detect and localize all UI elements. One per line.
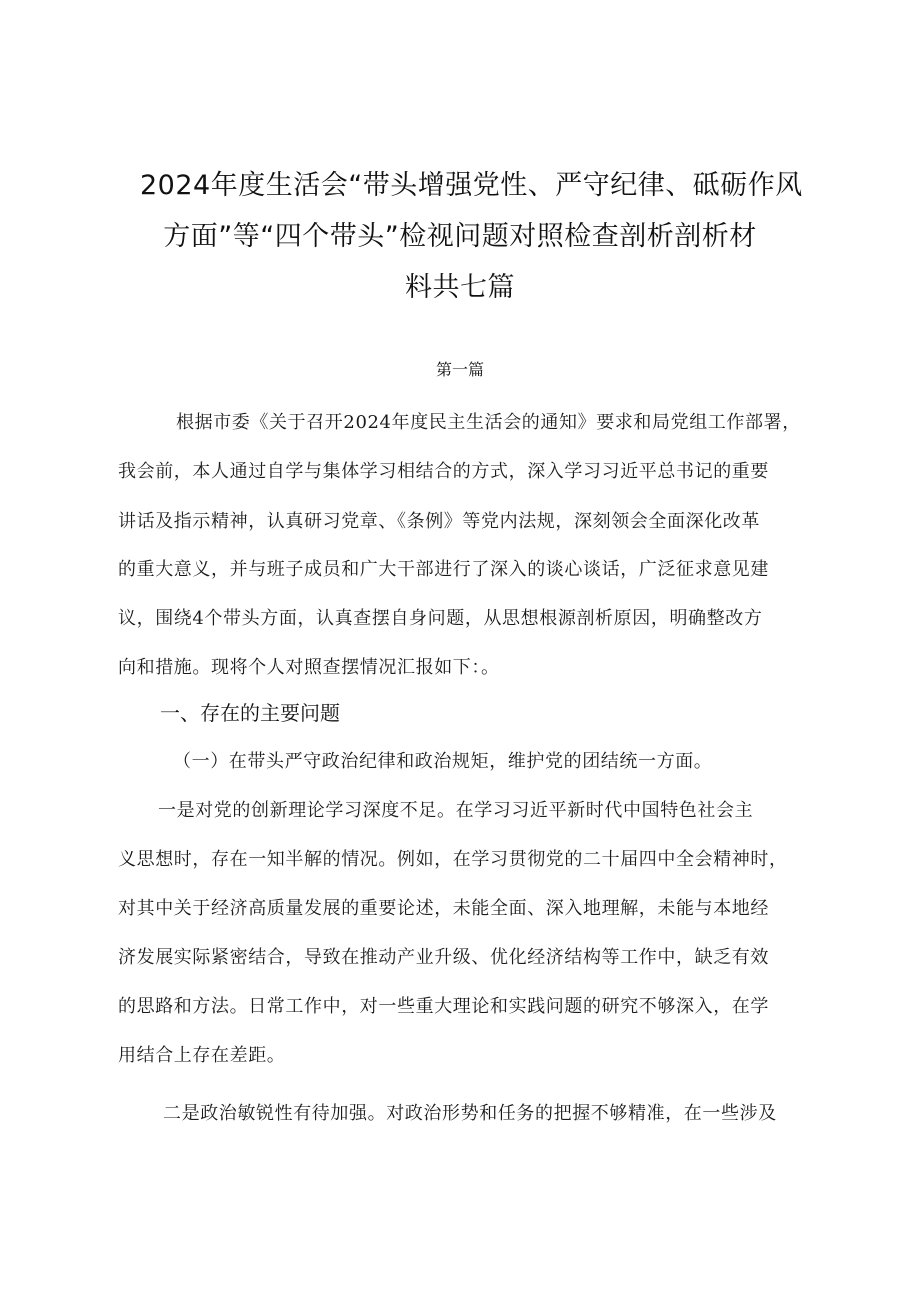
intro-line-3: 讲话及指示精神，认真研习党章、《条例》等党内法规，深刻领会全面深化改革 — [118, 511, 760, 532]
para1-line-6: 用结合上存在差距。 — [118, 1045, 286, 1066]
para1-line-4: 济发展实际紧密结合，导致在推动产业升级、优化经济结构等工作中，缺乏有效 — [118, 947, 769, 968]
document-title — [140, 160, 803, 313]
section-heading-1: 一、存在的主要问题 — [160, 701, 340, 725]
title-line-1: 2024年度生活会“带头增强党性、严守纪律、砥砺作风 — [140, 170, 803, 201]
para1-line-1: 一是对党的创新理论学习深度不足。在学习习近平新时代中国特色社会主 — [158, 800, 754, 821]
intro-line-1: 根据市委《关于召开2024年度民主生活会的通知》要求和局党组工作部署， — [176, 412, 801, 433]
subheading-1: （一）在带头严守政治纪律和政治规矩，维护党的团结统一方面。 — [173, 751, 713, 772]
intro-line-2: 我会前，本人通过自学与集体学习相结合的方式，深入学习习近平总书记的重要 — [118, 461, 769, 482]
para1-line-5: 的思路和方法。日常工作中，对一些重大理论和实践问题的研究不够深入，在学 — [118, 996, 769, 1017]
intro-line-6: 向和措施。现将个人对照查摆情况汇报如下：。 — [118, 657, 500, 678]
title-line-2: 方面”等“四个带头”检视问题对照检查剖析剖析材 — [163, 221, 757, 252]
para2-line-1: 二是政治敏锐性有待加强。对政治形势和任务的把握不够精准，在一些涉及 — [163, 1103, 777, 1124]
para1-line-3: 对其中关于经济高质量发展的重要论述，未能全面、深入地理解，未能与本地经 — [118, 898, 769, 919]
part-label: 第一篇 — [435, 360, 484, 379]
intro-line-4: 的重大意义，并与班子成员和广大干部进行了深入的谈心谈话，广泛征求意见建 — [118, 559, 769, 580]
title-line-3: 料共七篇 — [405, 272, 515, 303]
intro-line-5: 议，围绕4个带头方面，认真查摆自身问题，从思想根源剖析原因，明确整改方 — [118, 608, 763, 629]
para1-line-2: 义思想时，存在一知半解的情况。例如，在学习贯彻党的二十届四中全会精神时， — [118, 849, 788, 870]
